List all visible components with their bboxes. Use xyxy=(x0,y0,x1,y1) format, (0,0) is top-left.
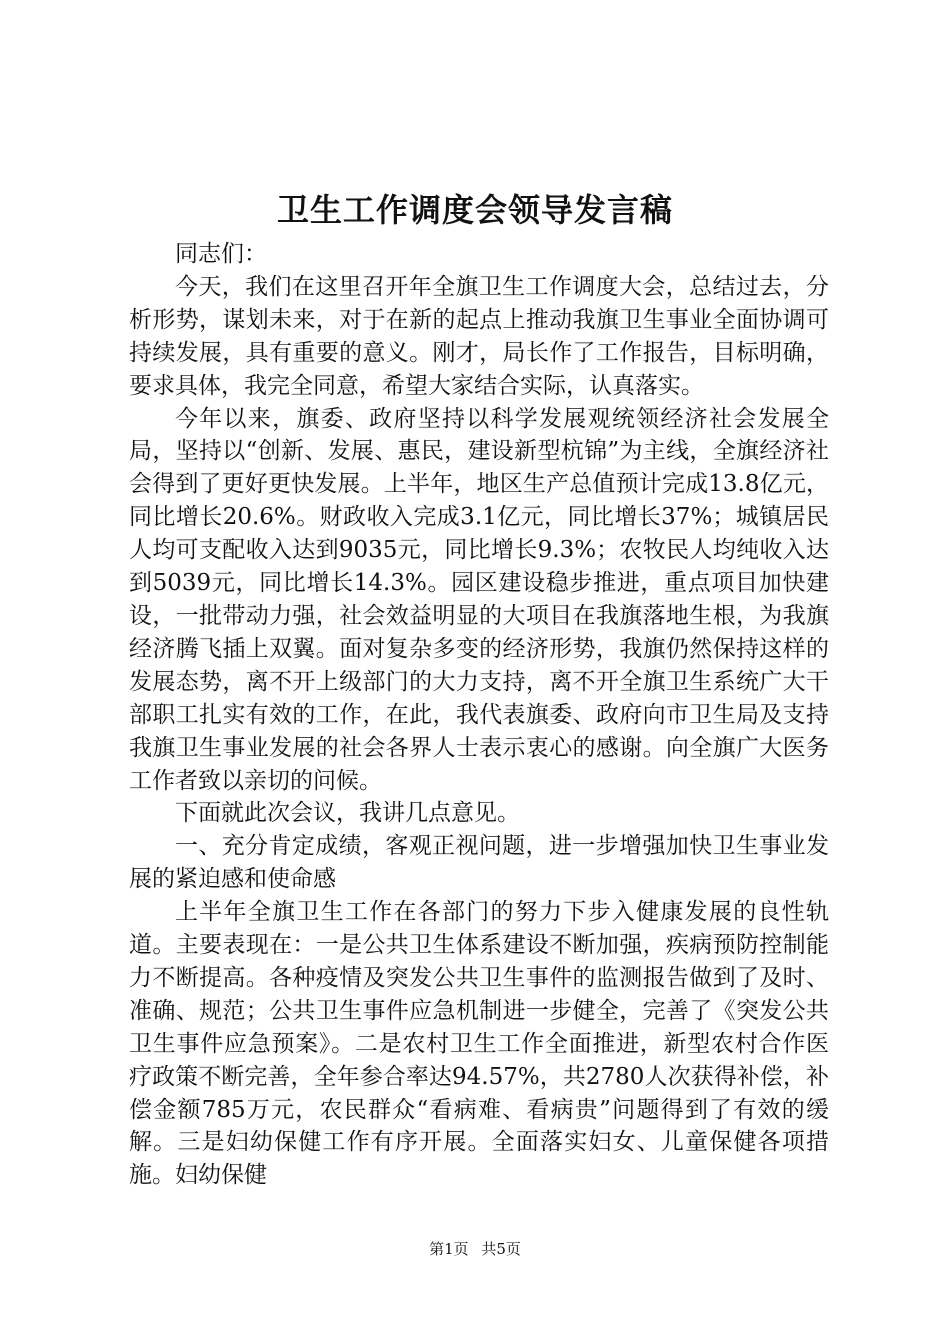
section-heading: 一、充分肯定成绩，客观正视问题，进一步增强加快卫生事业发展的紧迫感和使命感 xyxy=(129,833,829,893)
body-paragraph: 今天，我们在这里召开年全旗卫生工作调度大会，总结过去，分析形势，谋划未来，对于在新的起点上推动我旗卫生事业全面协调可持续发展，具有重要的意义。刚才，局长作了工作报告，目标明确，要求具体，我完全同意，希望大家结合实际，认真落实。 xyxy=(129,273,829,399)
document-body xyxy=(129,238,829,1192)
page-total: 共5页 xyxy=(481,1240,521,1258)
body-paragraph: 下面就此次会议，我讲几点意见。 xyxy=(175,800,520,827)
page-footer xyxy=(0,1239,950,1259)
salutation-paragraph: 同志们： xyxy=(175,241,267,267)
page-number: 第1页 xyxy=(429,1240,469,1258)
body-paragraph: 上半年全旗卫生工作在各部门的努力下步入健康发展的良性轨道。主要表现在：一是公共卫生体系建设不断加强，疾病预防控制能力不断提高。各种疫情及突发公共卫生事件的监测报告做到了及时、准确、规范；公共卫生事件应急机制进一步健全，完善了《突发公共卫生事件应急预案》。二是农村卫生工作全面推进，新型农村合作医疗政策不断完善，全年参合率达94.57%，共2780人次获得补偿，补偿金额785万元，农民群众“看病难、看病贵”问题得到了有效的缓解。三是妇幼保健工作有序开展。全面落实妇女、儿童保健各项措施。妇幼保健 xyxy=(129,899,829,1189)
body-paragraph: 今年以来，旗委、政府坚持以科学发展观统领经济社会发展全局，坚持以“创新、发展、惠民，建设新型杭锦”为主线，全旗经济社会得到了更好更快发展。上半年，地区生产总值预计完成13.8亿元，同比增长20.6%。财政收入完成3.1亿元，同比增长37%；城镇居民人均可支配收入达到9035元，同比增长9.3%；农牧民人均纯收入达到5039元，同比增长14.3%。园区建设稳步推进，重点项目加快建设，一批带动力强，社会效益明显的大项目在我旗落地生根，为我旗经济腾飞插上双翼。面对复杂多变的经济形势，我旗仍然保持这样的发展态势，离不开上级部门的大力支持，离不开全旗卫生系统广大干部职工扎实有效的工作，在此，我代表旗委、政府向市卫生局及支持我旗卫生事业发展的社会各界人士表示衷心的感谢。向全旗广大医务工作者致以亲切的问候。 xyxy=(129,405,829,794)
document-title: 卫生工作调度会领导发言稿 xyxy=(276,191,673,229)
